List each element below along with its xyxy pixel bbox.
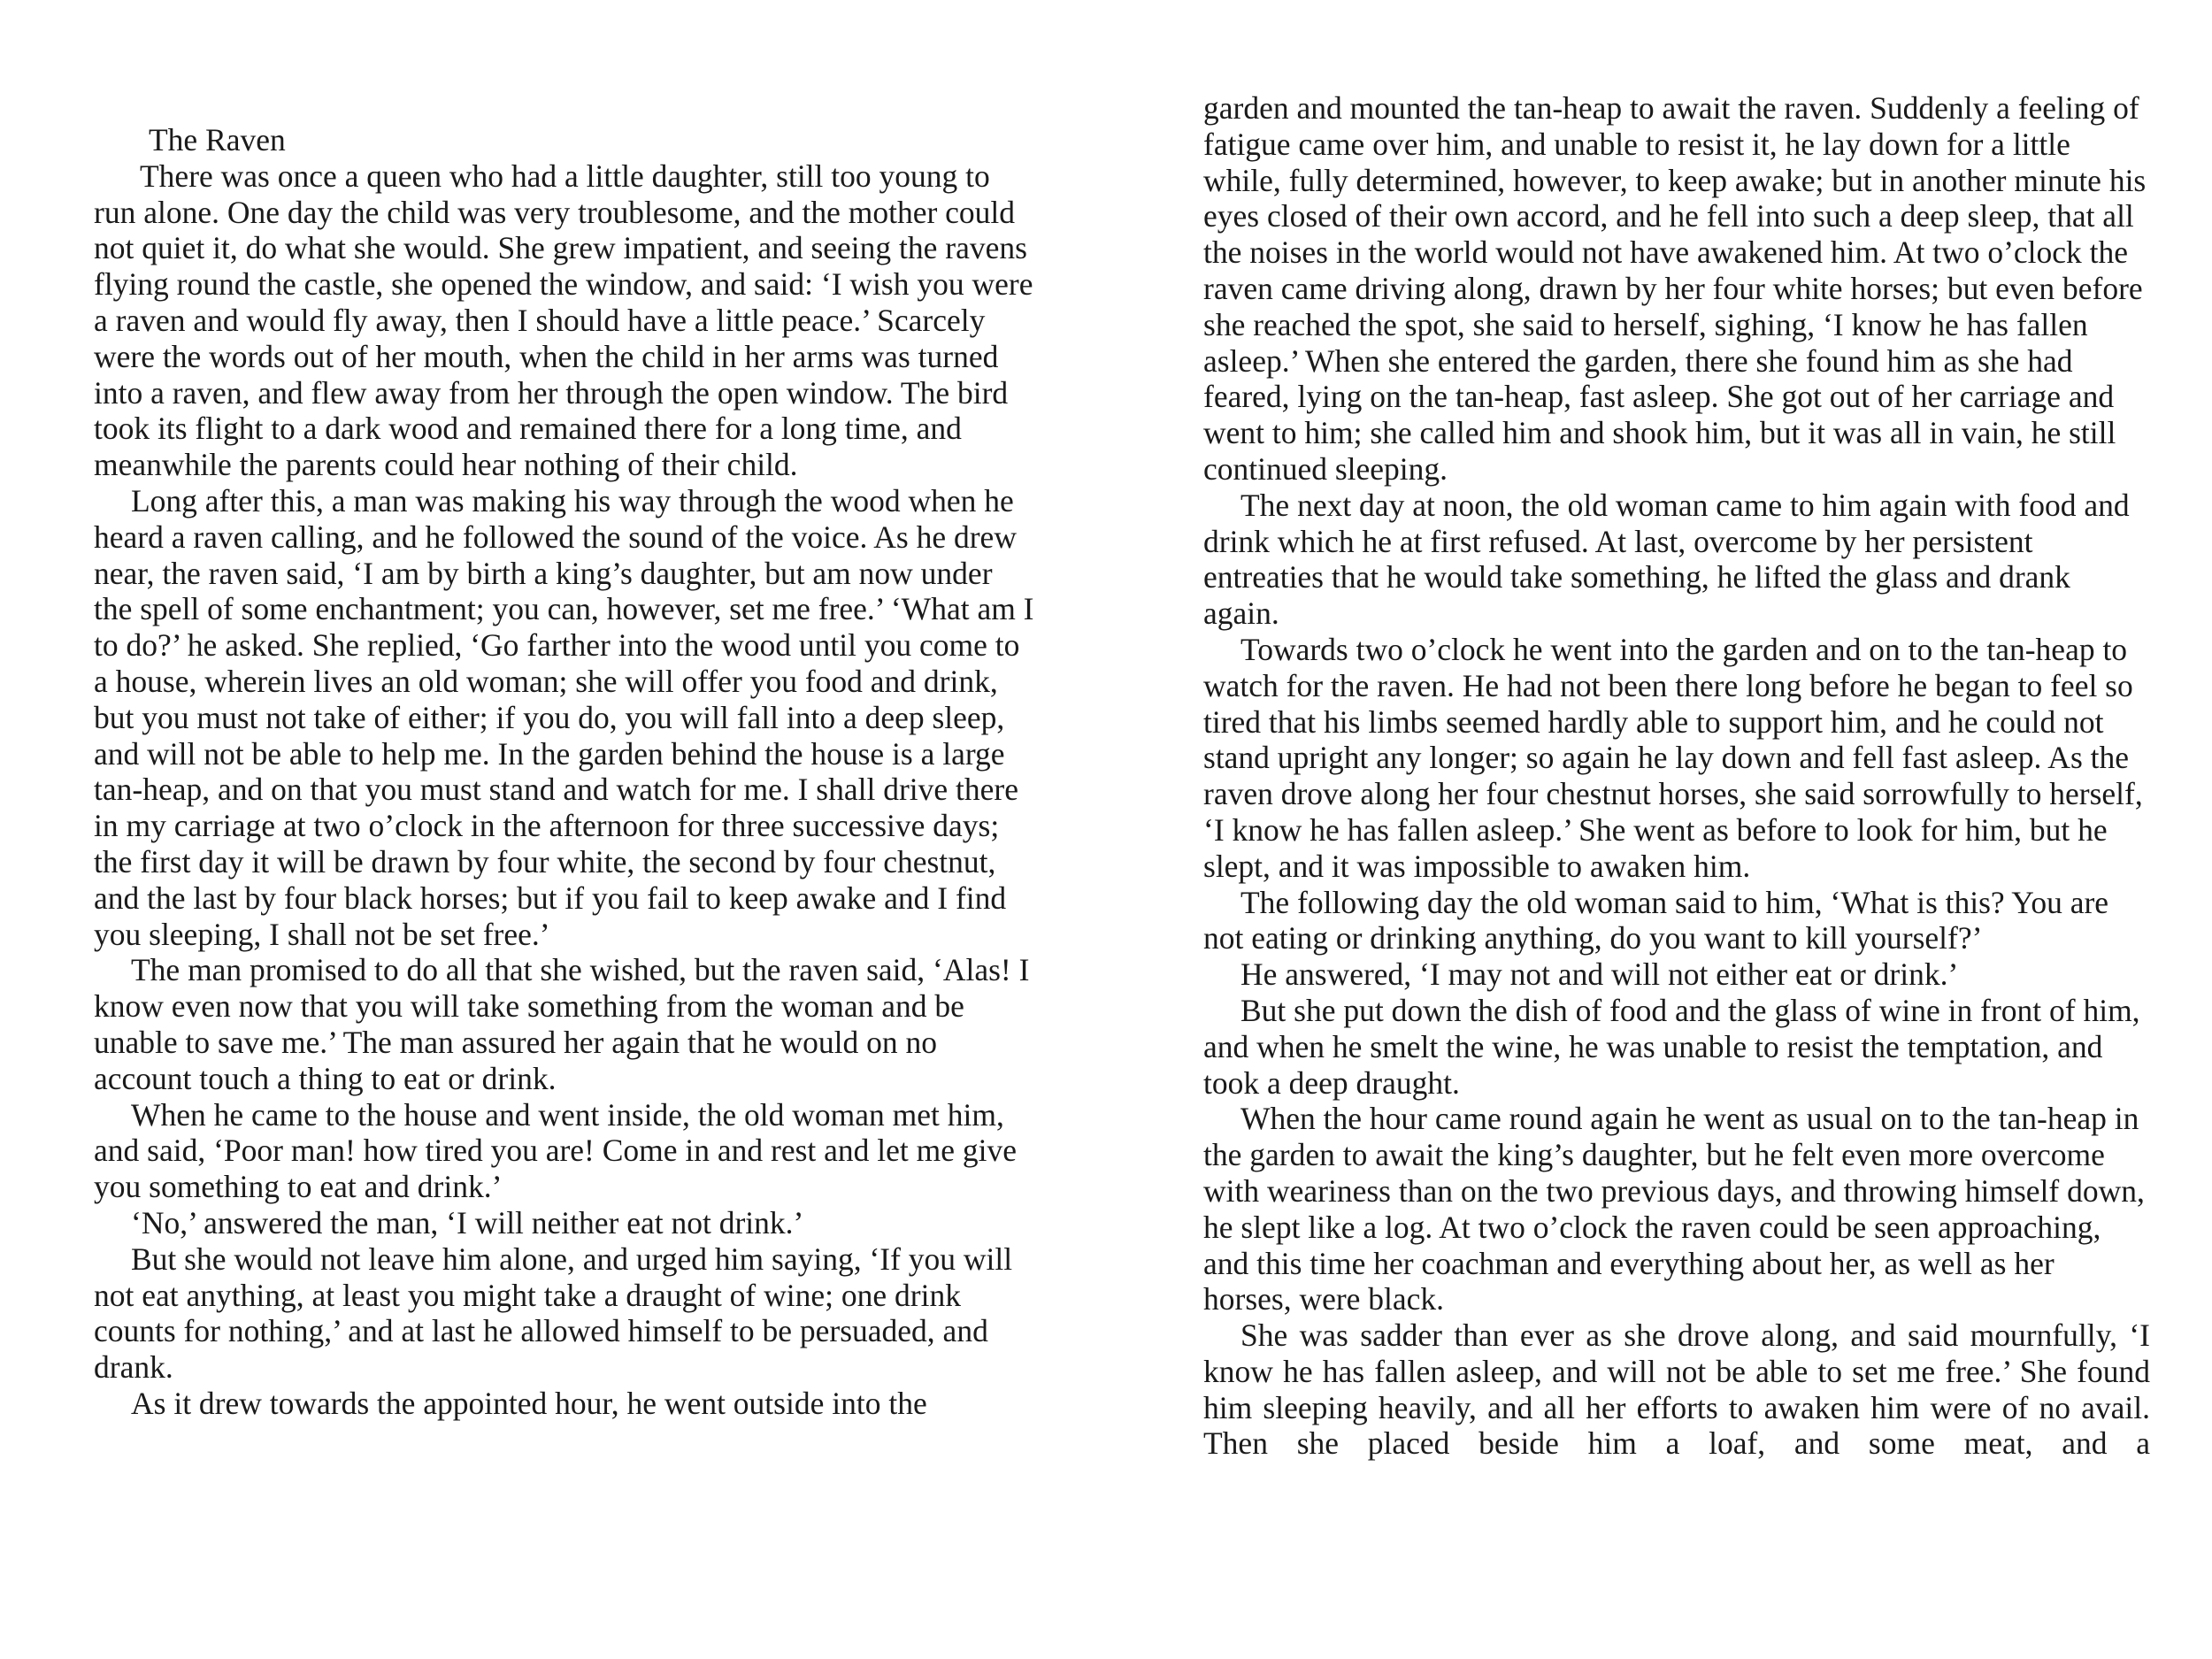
paragraph: ‘No,’ answered the man, ‘I will neither eat not drink.’ [131,1204,804,1240]
paragraph: The man promised to do all that she wished, but the raven said, ‘Alas! I know even now that you will take something from the woman and be unable to save me.’ The man assured her again that he would on no account touch a thing to eat or drink. [94,952,1030,1096]
paragraph: When he came to the house and went inside, the old woman met him, and said, ‘Poor man! how tired you are! Come in and rest and let me give you something to eat and drink.’ [94,1096,1018,1205]
paragraph: When the hour came round again he went as usual on to the tan-heap in the garden to await the king’s daughter, but he felt even more overcome with weariness than on the two previous days, and throwing himself down, he slept like a log. At two o’clock the raven could be seen approaching, and this time her coachman and everything about her, as well as her horses, were black. [1203,1101,2145,1317]
left-text-column [94,122,1035,1422]
paragraph: But she put down the dish of food and the glass of wine in front of him, and when he smelt the wine, he was unable to resist the temptation, and took a deep draught. [1203,992,2140,1101]
paragraph: Towards two o’clock he went into the garden and on to the tan-heap to watch for the raven. He had not been there long before he began to feel so tired that his limbs seemed hardly able to support him, and he could not stand upright any longer; so again he lay down and fell fast asleep. As the raven drove along her four chestnut horses, she said sorrowfully to herself, ‘I know he has fallen asleep.’ She went as before to look for him, but he slept, and it was impossible to awaken him. [1203,631,2143,884]
story-title: The Raven [149,122,286,157]
paragraph-continued: garden and mounted the tan-heap to await the raven. Suddenly a feeling of fatigue came over him, and unable to resist it, he lay down for a little while, fully determined, however, to keep awake; but in another minute his eyes closed of their own accord, and he fell into such a deep sleep, that all the noises in the world would not have awakened him. At two o’clock the raven came driving along, drawn by her four white horses; but even before she reached the spot, she said to herself, sighing, ‘I know he has fallen asleep.’ When she entered the garden, there she found him as she had feared, lying on the tan-heap, fast asleep. She got out of her carriage and went to him; she called him and shook him, but it was all in vain, he still continued sleeping. [1203,90,2147,487]
paragraph: Long after this, a man was making his way through the wood when he heard a raven calling, and he followed the sound of the voice. As he drew near, the raven said, ‘I am by birth a king’s daughter, but am now under the spell of some enchantment; you can, however, set me free.’ ‘What am I to do?’ he asked. She replied, ‘Go farther into the wood until you come to a house, wherein lives an old woman; she will offer you food and drink, but you must not take of either; if you do, you will fall into a deep sleep, and will not be able to help me. In the garden behind the house is a large tan-heap, and on that you must stand and watch for me. I shall drive there in my carriage at two o’clock in the afternoon for three successive days; the first day it will be drawn by four white, the second by four chestnut, and the last by four black horses; but if you fail to keep awake and I find you sleeping, I shall not be set free.’ [94,482,1034,952]
paragraph: The next day at noon, the old woman came to him again with food and drink which he at first refused. At last, overcome by her persistent entreaties that he would take something, he lifted the glass and drank again. [1203,487,2130,632]
right-text-column [1203,90,2150,1462]
right-page [1106,0,2212,1659]
paragraph: The following day the old woman said to him, ‘What is this? You are not eating or drinking anything, do you want to kill yourself?’ [1203,884,2109,956]
paragraph: There was once a queen who had a little daughter, still too young to run alone. One day the child was very troublesome, and the mother could not quiet it, do what she would. She grew impatient, and seeing the ravens flying round the castle, she opened the window, and said: ‘I wish you were a raven and would fly away, then I should have a little peace.’ Scarcely were the words out of her mouth, when the child in her arms was turned into a raven, and flew away from her through the open window. The bird took its flight to a dark wood and remained there for a long time, and meanwhile the parents could hear nothing of their child. [94,157,1033,483]
paragraph: He answered, ‘I may not and will not either eat or drink.’ [1240,956,1959,993]
paragraph: She was sadder than ever as she drove along, and said mournfully, ‘I know he has fallen asleep, and will not be able to set me free.’ She found him sleeping heavily, and all her efforts to awaken him were of no avail. Then she placed beside him a loaf, and some meat, and a [1203,1317,2150,1462]
paragraph: As it drew towards the appointed hour, he went outside into the [131,1385,927,1421]
paragraph: But she would not leave him alone, and urged him saying, ‘If you will not eat anything, at least you might take a draught of wine; one drink counts for nothing,’ and at last he allowed himself to be persuaded, and drank. [94,1240,1013,1386]
